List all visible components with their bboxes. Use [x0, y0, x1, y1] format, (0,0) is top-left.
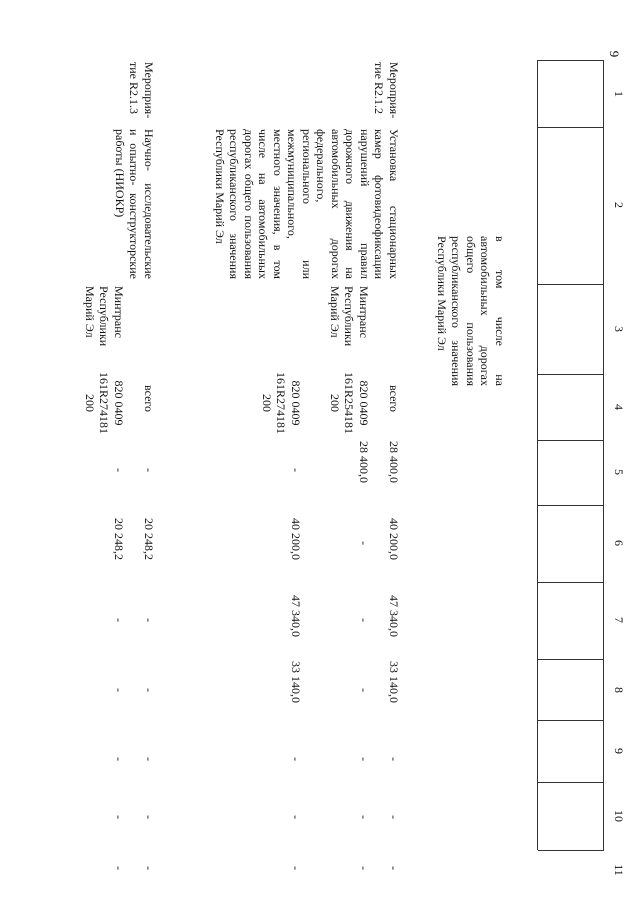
row0-description: в том числе на автомобильных дорогах общего пользования республиканского значения Республики Марий Эл	[435, 236, 507, 386]
header-row-bottom-border	[537, 60, 538, 850]
col-number-11: 11	[612, 864, 626, 876]
col-divider-7	[538, 582, 604, 583]
row1-sub2-c7: 47 340,0	[289, 595, 303, 637]
row1-sub2-code: 820 0409 161R274181 200	[260, 371, 303, 434]
col-divider-8	[538, 659, 604, 660]
row1-sub1-c8: -	[357, 688, 371, 692]
row1-sub0-c11: -	[387, 866, 401, 870]
col-number-7: 7	[612, 617, 626, 623]
row1-sub2-c9: -	[289, 757, 303, 761]
row1-sub1-c10: -	[357, 815, 371, 819]
row2-sub1-c7: -	[112, 618, 126, 622]
table-top-border	[603, 60, 604, 850]
row1-description: Установка стационарных камер фотовидеофиксации нарушений правил дорожного движения на автомобильных дорогах федерального, регионального или межмуниципального, местного значения, в том числе на автомобильных дорогах общего пользования республиканского значения Республики Марий Эл	[213, 129, 401, 279]
col-divider-4	[538, 374, 604, 375]
row1-sub1-c6: -	[357, 541, 371, 545]
row2-sub0-c5: -	[142, 468, 156, 472]
row1-sub2-c5: -	[289, 468, 303, 472]
row2-description: Научно- исследовательские и опытно- конструкторские работы (НИОКР)	[113, 129, 156, 279]
row2-sub0-c8: -	[142, 688, 156, 692]
row2-sub1-c9: -	[112, 757, 126, 761]
col-number-8: 8	[612, 687, 626, 693]
row2-sub0-c11: -	[142, 866, 156, 870]
col-divider-5	[538, 440, 604, 441]
row1-sub0-c8: 33 140,0	[387, 661, 401, 703]
col-number-1: 1	[612, 91, 626, 97]
col-divider-11	[538, 850, 604, 851]
col-number-6: 6	[612, 540, 626, 546]
col-divider-1	[538, 60, 604, 61]
row1-sub0-c9: -	[387, 757, 401, 761]
row2-sub0-c10: -	[142, 815, 156, 819]
col-divider-2	[538, 127, 604, 128]
page-number: 9	[607, 50, 622, 58]
col-divider-10	[538, 782, 604, 783]
col-number-2: 2	[612, 202, 626, 208]
row2-measure-id: Мероприя- тие R2.1.3	[127, 62, 156, 119]
row1-sub1-c7: -	[357, 618, 371, 622]
row1-responsible: Минтранс Республики Марий Эл	[328, 286, 371, 347]
row2-sub0-code: всего	[142, 385, 156, 413]
row1-sub0-code: всего	[387, 385, 401, 413]
row2-responsible: Минтранс Республики Марий Эл	[83, 286, 126, 347]
row2-sub1-c5: -	[112, 468, 126, 472]
row1-sub1-code: 820 0409 161R254181 200	[328, 371, 371, 434]
row2-sub1-c11: -	[112, 866, 126, 870]
col-number-3: 3	[612, 326, 626, 332]
row1-sub0-c10: -	[387, 815, 401, 819]
col-divider-9	[538, 720, 604, 721]
row2-sub1-code: 820 0409 161R274181 200	[83, 371, 126, 434]
col-number-5: 5	[612, 469, 626, 475]
row2-sub0-c6: 20 248,2	[142, 518, 156, 560]
col-number-9: 9	[612, 748, 626, 754]
row1-sub0-c7: 47 340,0	[387, 595, 401, 637]
row1-sub1-c5: 28 400,0	[357, 441, 371, 483]
col-divider-6	[538, 505, 604, 506]
row1-sub2-c11: -	[289, 866, 303, 870]
row2-sub0-c7: -	[142, 618, 156, 622]
row1-sub1-c11: -	[357, 866, 371, 870]
row1-sub0-c6: 40 200,0	[387, 518, 401, 560]
col-number-4: 4	[612, 404, 626, 410]
row1-sub0-c5: 28 400,0	[387, 441, 401, 483]
col-number-10: 10	[612, 810, 626, 822]
row1-sub2-c6: 40 200,0	[289, 518, 303, 560]
row2-sub1-c10: -	[112, 815, 126, 819]
row1-sub1-c9: -	[357, 757, 371, 761]
row1-sub2-c8: 33 140,0	[289, 661, 303, 703]
col-divider-3	[538, 284, 604, 285]
row2-sub1-c6: 20 248,2	[112, 518, 126, 560]
row2-sub0-c9: -	[142, 757, 156, 761]
row1-sub2-c10: -	[289, 815, 303, 819]
row2-sub1-c8: -	[112, 688, 126, 692]
row1-measure-id: Мероприя- тие R2.1.2	[372, 62, 401, 119]
